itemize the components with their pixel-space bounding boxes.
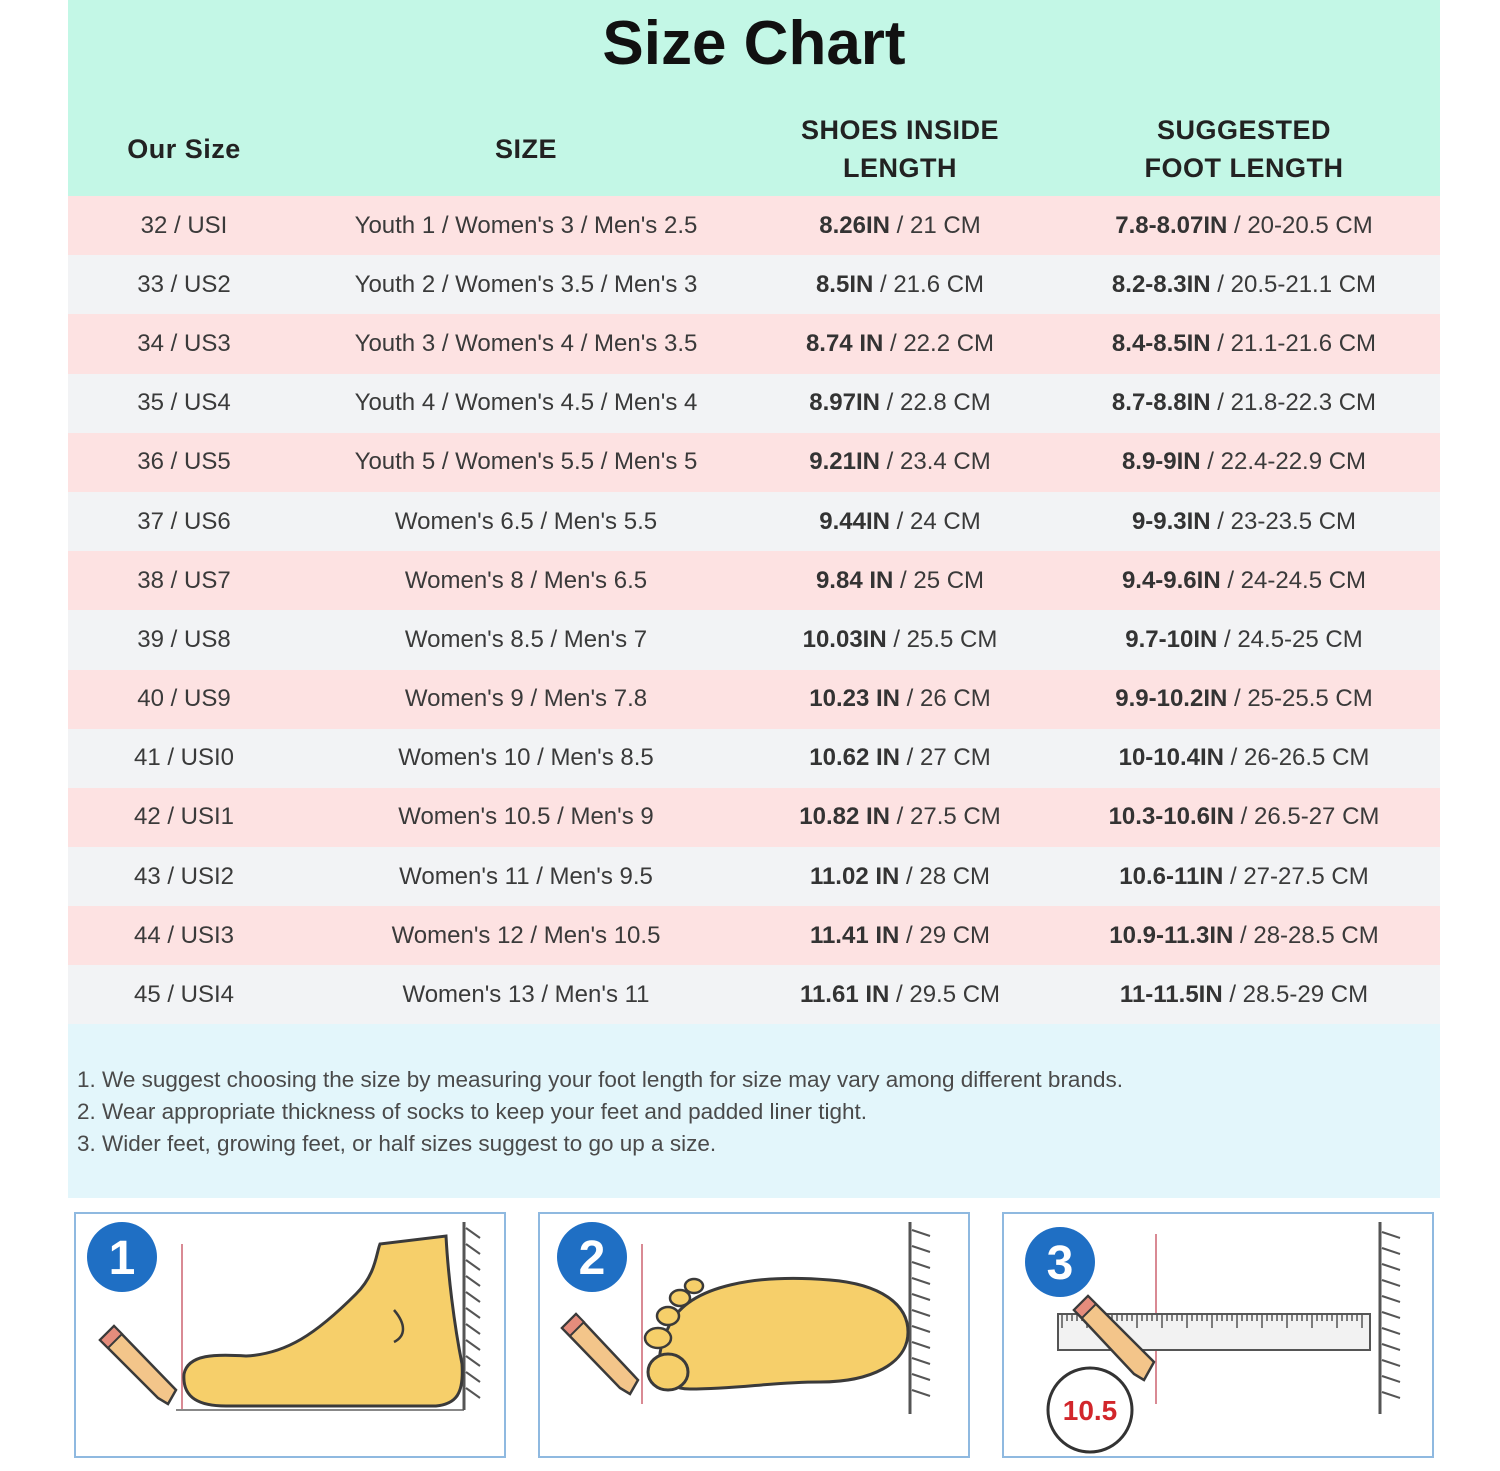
cell-inside-length <box>752 374 1048 433</box>
step-3-number: 3 <box>1046 1237 1074 1290</box>
foot-length-in: 8.2-8.3IN <box>1111 270 1211 298</box>
foot-length-cm: / 28.5-29 CM <box>1222 981 1369 1009</box>
foot-length-in: 9-9.3IN <box>1131 507 1211 535</box>
table-row <box>68 551 1440 610</box>
cell-our-size <box>68 492 300 551</box>
step-3-panel <box>1002 1212 1434 1458</box>
table-row <box>68 729 1440 788</box>
size-value: Women's 12 / Men's 10.5 <box>391 921 661 949</box>
inside-length-cm: / 21 CM <box>890 211 981 239</box>
cell-foot-length <box>1048 847 1440 906</box>
size-value: Women's 10 / Men's 8.5 <box>398 744 654 772</box>
pencil-icon-1 <box>100 1326 176 1404</box>
foot-length-cm: / 27-27.5 CM <box>1223 862 1369 890</box>
wall-hatch-3 <box>1382 1232 1400 1398</box>
cell-inside-length <box>752 314 1048 373</box>
inside-length-in: 9.84 IN <box>815 566 894 594</box>
cell-our-size <box>68 196 300 255</box>
cell-inside-length <box>752 906 1048 965</box>
size-value: Women's 11 / Men's 9.5 <box>399 862 653 890</box>
foot-length-cm: / 23-23.5 CM <box>1210 507 1357 535</box>
inside-length-in: 11.61 IN <box>799 981 890 1009</box>
cell-size <box>300 492 752 551</box>
foot-length-cm: / 28-28.5 CM <box>1233 921 1379 949</box>
inside-length-in: 8.5IN <box>815 270 874 298</box>
cell-size <box>300 906 752 965</box>
foot-length-cm: / 20.5-21.1 CM <box>1210 270 1377 298</box>
step-1-number: 1 <box>108 1232 136 1285</box>
cell-size <box>300 729 752 788</box>
our-size-value: 42 / USI1 <box>133 803 235 831</box>
table-row <box>68 196 1440 255</box>
cell-foot-length <box>1048 670 1440 729</box>
foot-length-in: 11-11.5IN <box>1119 981 1223 1009</box>
inside-length-in: 11.41 IN <box>809 921 900 949</box>
cell-our-size <box>68 670 300 729</box>
reading-value: 10.5 <box>1062 1395 1118 1426</box>
our-size-value: 32 / USI <box>140 211 228 239</box>
cell-inside-length <box>752 610 1048 669</box>
table-row <box>68 433 1440 492</box>
our-size-value: 37 / US6 <box>137 507 231 535</box>
note-2: 2. Wear appropriate thickness of socks to keep your feet and padded liner tight. <box>77 1099 868 1124</box>
cell-our-size <box>68 433 300 492</box>
column-header-foot-length: SUGGESTED FOOT LENGTH <box>1144 115 1344 183</box>
cell-foot-length <box>1048 610 1440 669</box>
foot-top-view-icon <box>540 1214 970 1458</box>
cell-size <box>300 847 752 906</box>
cell-foot-length <box>1048 374 1440 433</box>
column-header-inside-length: SHOES INSIDE LENGTH <box>800 115 1000 183</box>
cell-inside-length <box>752 965 1048 1024</box>
cell-size <box>300 255 752 314</box>
cell-our-size <box>68 965 300 1024</box>
cell-our-size <box>68 551 300 610</box>
foot-length-in: 7.8-8.07IN <box>1115 211 1228 239</box>
inside-length-cm: / 29.5 CM <box>889 981 1001 1009</box>
column-header-size: SIZE <box>494 134 557 164</box>
cell-foot-length <box>1048 314 1440 373</box>
size-chart-sheet <box>68 0 1440 1471</box>
page-title: Size Chart <box>602 9 906 78</box>
foot-length-in: 9.9-10.2IN <box>1115 685 1228 713</box>
cell-our-size <box>68 314 300 373</box>
foot-length-in: 8.4-8.5IN <box>1111 329 1211 357</box>
table-row <box>68 255 1440 314</box>
cell-inside-length <box>752 492 1048 551</box>
inside-length-cm: / 24 CM <box>890 507 981 535</box>
inside-length-in: 9.21IN <box>809 448 880 476</box>
cell-size <box>300 314 752 373</box>
inside-length-cm: / 23.4 CM <box>880 448 991 476</box>
cell-our-size <box>68 847 300 906</box>
inside-length-in: 10.62 IN <box>809 744 901 772</box>
cell-foot-length <box>1048 906 1440 965</box>
cell-our-size <box>68 255 300 314</box>
size-value: Women's 10.5 / Men's 9 <box>398 803 654 831</box>
size-value: Women's 8.5 / Men's 7 <box>404 625 648 653</box>
cell-size <box>300 670 752 729</box>
our-size-value: 45 / USI4 <box>133 981 235 1009</box>
inside-length-cm: / 29 CM <box>899 921 991 949</box>
inside-length-in: 8.97IN <box>809 389 880 417</box>
inside-length-cm: / 27 CM <box>900 744 991 772</box>
wall-hatch-1 <box>466 1228 480 1398</box>
our-size-value: 34 / US3 <box>137 329 231 357</box>
cell-our-size <box>68 788 300 847</box>
foot-length-cm: / 24-24.5 CM <box>1220 566 1367 594</box>
our-size-value: 36 / US5 <box>137 448 231 476</box>
cell-foot-length <box>1048 196 1440 255</box>
cell-foot-length <box>1048 965 1440 1024</box>
measurement-steps <box>68 1200 1440 1471</box>
our-size-value: 38 / US7 <box>137 566 231 594</box>
size-value: Youth 3 / Women's 4 / Men's 3.5 <box>354 329 698 357</box>
cell-inside-length <box>752 551 1048 610</box>
table-row <box>68 906 1440 965</box>
table-row <box>68 314 1440 373</box>
our-size-value: 43 / USI2 <box>133 862 235 890</box>
inside-length-in: 8.26IN <box>819 211 890 239</box>
inside-length-in: 8.74 IN <box>805 329 884 357</box>
column-header-our-size: Our Size <box>127 134 241 164</box>
cell-size <box>300 196 752 255</box>
cell-inside-length <box>752 670 1048 729</box>
inside-length-cm: / 26 CM <box>900 685 991 713</box>
inside-length-cm: / 21.6 CM <box>873 270 985 298</box>
cell-our-size <box>68 729 300 788</box>
cell-size <box>300 788 752 847</box>
foot-length-cm: / 26-26.5 CM <box>1224 744 1370 772</box>
foot-length-cm: / 25-25.5 CM <box>1227 685 1373 713</box>
step-2-number: 2 <box>578 1232 606 1285</box>
our-size-value: 44 / USI3 <box>133 921 235 949</box>
ruler-measure-icon <box>1004 1214 1434 1458</box>
note-1: 1. We suggest choosing the size by measuring your foot length for size may vary among different brands. <box>77 1067 1123 1092</box>
foot-side-view-icon <box>76 1214 506 1458</box>
foot-length-cm: / 20-20.5 CM <box>1227 211 1373 239</box>
size-value: Women's 8 / Men's 6.5 <box>404 566 648 594</box>
table-row <box>68 788 1440 847</box>
wall-hatch-2 <box>912 1230 930 1396</box>
cell-foot-length <box>1048 788 1440 847</box>
foot-length-in: 10.6-11IN <box>1119 862 1224 890</box>
inside-length-cm: / 22.2 CM <box>883 329 995 357</box>
size-value: Youth 2 / Women's 3.5 / Men's 3 <box>354 270 698 298</box>
cell-our-size <box>68 906 300 965</box>
table-row <box>68 492 1440 551</box>
size-value: Youth 4 / Women's 4.5 / Men's 4 <box>354 389 698 417</box>
inside-length-cm: / 25.5 CM <box>886 625 998 653</box>
inside-length-in: 10.03IN <box>802 625 887 653</box>
our-size-value: 40 / US9 <box>137 685 231 713</box>
table-row <box>68 847 1440 906</box>
foot-length-cm: / 24.5-25 CM <box>1217 625 1363 653</box>
inside-length-in: 9.44IN <box>819 507 890 535</box>
inside-length-cm: / 25 CM <box>893 566 985 594</box>
cell-size <box>300 374 752 433</box>
table-row <box>68 610 1440 669</box>
foot-length-in: 8.7-8.8IN <box>1111 389 1211 417</box>
cell-size <box>300 551 752 610</box>
inside-length-cm: / 28 CM <box>899 862 991 890</box>
pencil-icon-2 <box>562 1314 638 1394</box>
inside-length-cm: / 27.5 CM <box>890 803 1001 831</box>
cell-foot-length <box>1048 433 1440 492</box>
foot-length-cm: / 21.1-21.6 CM <box>1210 329 1377 357</box>
cell-foot-length <box>1048 729 1440 788</box>
size-table-body <box>68 196 1440 1025</box>
cell-size <box>300 965 752 1024</box>
cell-foot-length <box>1048 551 1440 610</box>
cell-size <box>300 610 752 669</box>
our-size-value: 39 / US8 <box>137 625 231 653</box>
table-row <box>68 670 1440 729</box>
cell-our-size <box>68 610 300 669</box>
cell-our-size <box>68 374 300 433</box>
inside-length-in: 10.23 IN <box>809 685 901 713</box>
foot-length-in: 9.4-9.6IN <box>1121 566 1221 594</box>
cell-inside-length <box>752 196 1048 255</box>
foot-length-cm: / 26.5-27 CM <box>1234 803 1380 831</box>
inside-length-cm: / 22.8 CM <box>880 389 991 417</box>
foot-length-cm: / 21.8-22.3 CM <box>1210 389 1377 417</box>
size-value: Women's 13 / Men's 11 <box>402 981 650 1009</box>
cell-inside-length <box>752 433 1048 492</box>
size-value: Women's 9 / Men's 7.8 <box>404 685 648 713</box>
cell-inside-length <box>752 255 1048 314</box>
foot-length-cm: / 22.4-22.9 CM <box>1200 448 1367 476</box>
foot-length-in: 8.9-9IN <box>1121 448 1201 476</box>
size-value: Youth 5 / Women's 5.5 / Men's 5 <box>354 448 698 476</box>
cell-foot-length <box>1048 492 1440 551</box>
foot-length-in: 10.9-11.3IN <box>1109 921 1234 949</box>
table-header <box>68 0 1440 196</box>
foot-length-in: 10-10.4IN <box>1118 744 1224 772</box>
step-1-panel <box>74 1212 506 1458</box>
inside-length-in: 11.02 IN <box>809 862 900 890</box>
size-value: Youth 1 / Women's 3 / Men's 2.5 <box>354 211 698 239</box>
cell-size <box>300 433 752 492</box>
inside-length-in: 10.82 IN <box>799 803 890 831</box>
cell-foot-length <box>1048 255 1440 314</box>
cell-inside-length <box>752 847 1048 906</box>
notes-section <box>68 1024 1440 1198</box>
size-value: Women's 6.5 / Men's 5.5 <box>394 507 658 535</box>
note-3: 3. Wider feet, growing feet, or half sizes suggest to go up a size. <box>77 1131 717 1156</box>
table-row <box>68 965 1440 1024</box>
cell-inside-length <box>752 788 1048 847</box>
our-size-value: 35 / US4 <box>137 389 231 417</box>
foot-length-in: 10.3-10.6IN <box>1108 803 1234 831</box>
table-row <box>68 374 1440 433</box>
our-size-value: 41 / USI0 <box>133 744 235 772</box>
our-size-value: 33 / US2 <box>137 270 231 298</box>
step-2-panel <box>538 1212 970 1458</box>
cell-inside-length <box>752 729 1048 788</box>
foot-length-in: 9.7-10IN <box>1125 625 1218 653</box>
